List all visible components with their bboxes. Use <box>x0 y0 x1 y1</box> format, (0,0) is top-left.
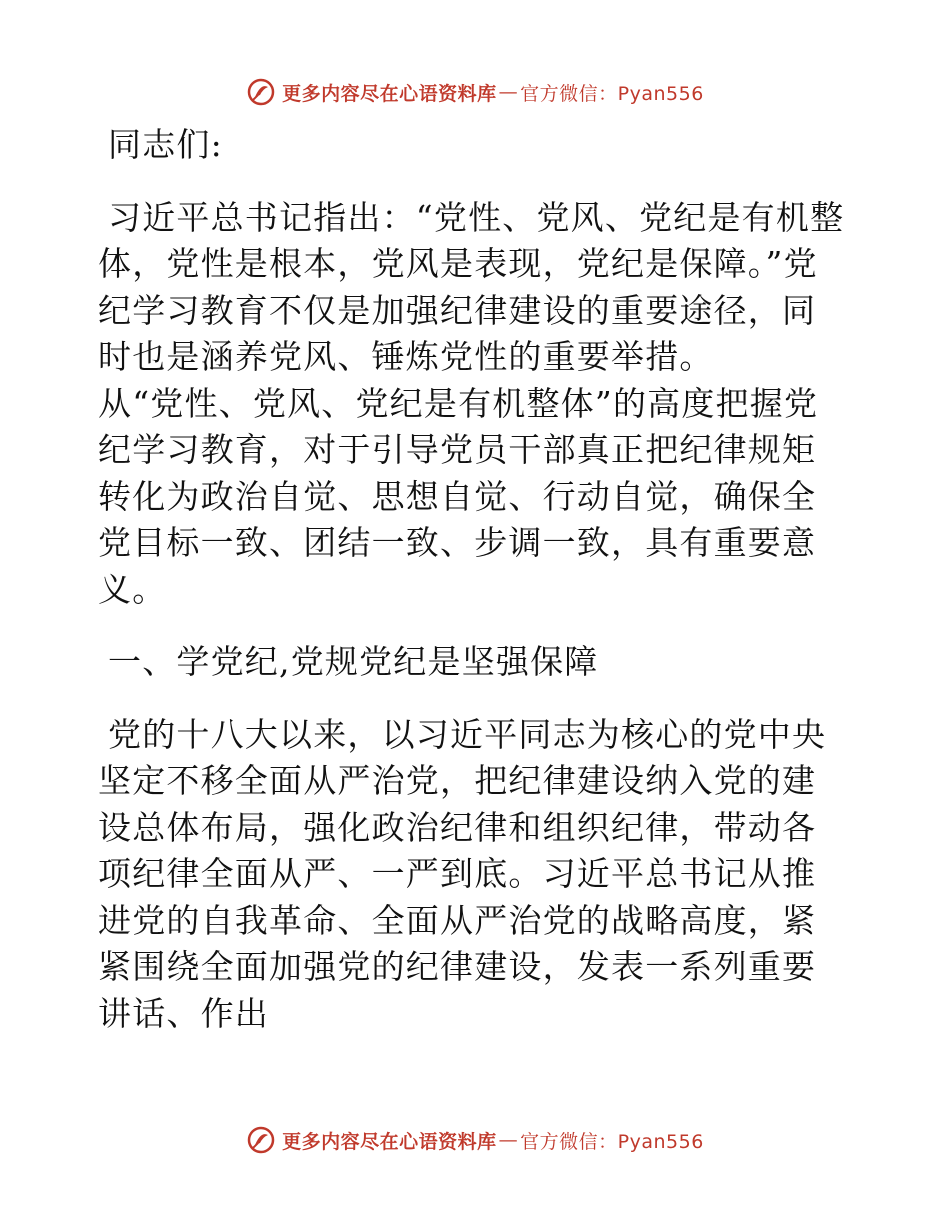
watermark-wechat: 官方微信：Pyan556 <box>520 82 704 105</box>
footer-watermark <box>0 1120 950 1160</box>
watermark-separator: — <box>498 81 519 103</box>
paragraph-2: 从“党性、党风、党纪是有机整体”的高度把握党纪学习教育，对于引导党员干部真正把纪律规矩转化为政治自觉、思想自觉、行动自觉，确保全党目标一致、团结一致、步调一致，具有重要意义。 <box>98 383 819 609</box>
watermark-separator: — <box>498 1129 519 1151</box>
logo-icon <box>246 77 276 107</box>
section-heading-1: 一、学党纪,党规党纪是坚强保障 <box>108 642 599 681</box>
logo-icon <box>246 1125 276 1155</box>
watermark-text: 更多内容尽在心语资料库 <box>282 82 497 105</box>
paragraph-3: 党的十八大以来，以习近平同志为核心的党中央坚定不移全面从严治党，把纪律建设纳入党的建设总体布局，强化政治纪律和组织纪律，带动各项纪律全面从严、一严到底。习近平总书记从推进党的自我革命、全面从严治党的战略高度，紧紧围绕全面加强党的纪律建设，发表一系列重要讲话、作出 <box>98 714 827 1033</box>
salutation: 同志们: <box>108 125 223 164</box>
paragraph-1: 习近平总书记指出：“党性、党风、党纪是有机整体，党性是根本，党风是表现，党纪是保障。”党纪学习教育不仅是加强纪律建设的重要途径，同时也是涵养党风、锤炼党性的重要举措。 <box>98 197 845 376</box>
watermark-wechat: 官方微信：Pyan556 <box>520 1130 704 1153</box>
watermark-text: 更多内容尽在心语资料库 <box>282 1130 497 1153</box>
document-body <box>98 122 850 1037</box>
header-watermark <box>0 72 950 112</box>
